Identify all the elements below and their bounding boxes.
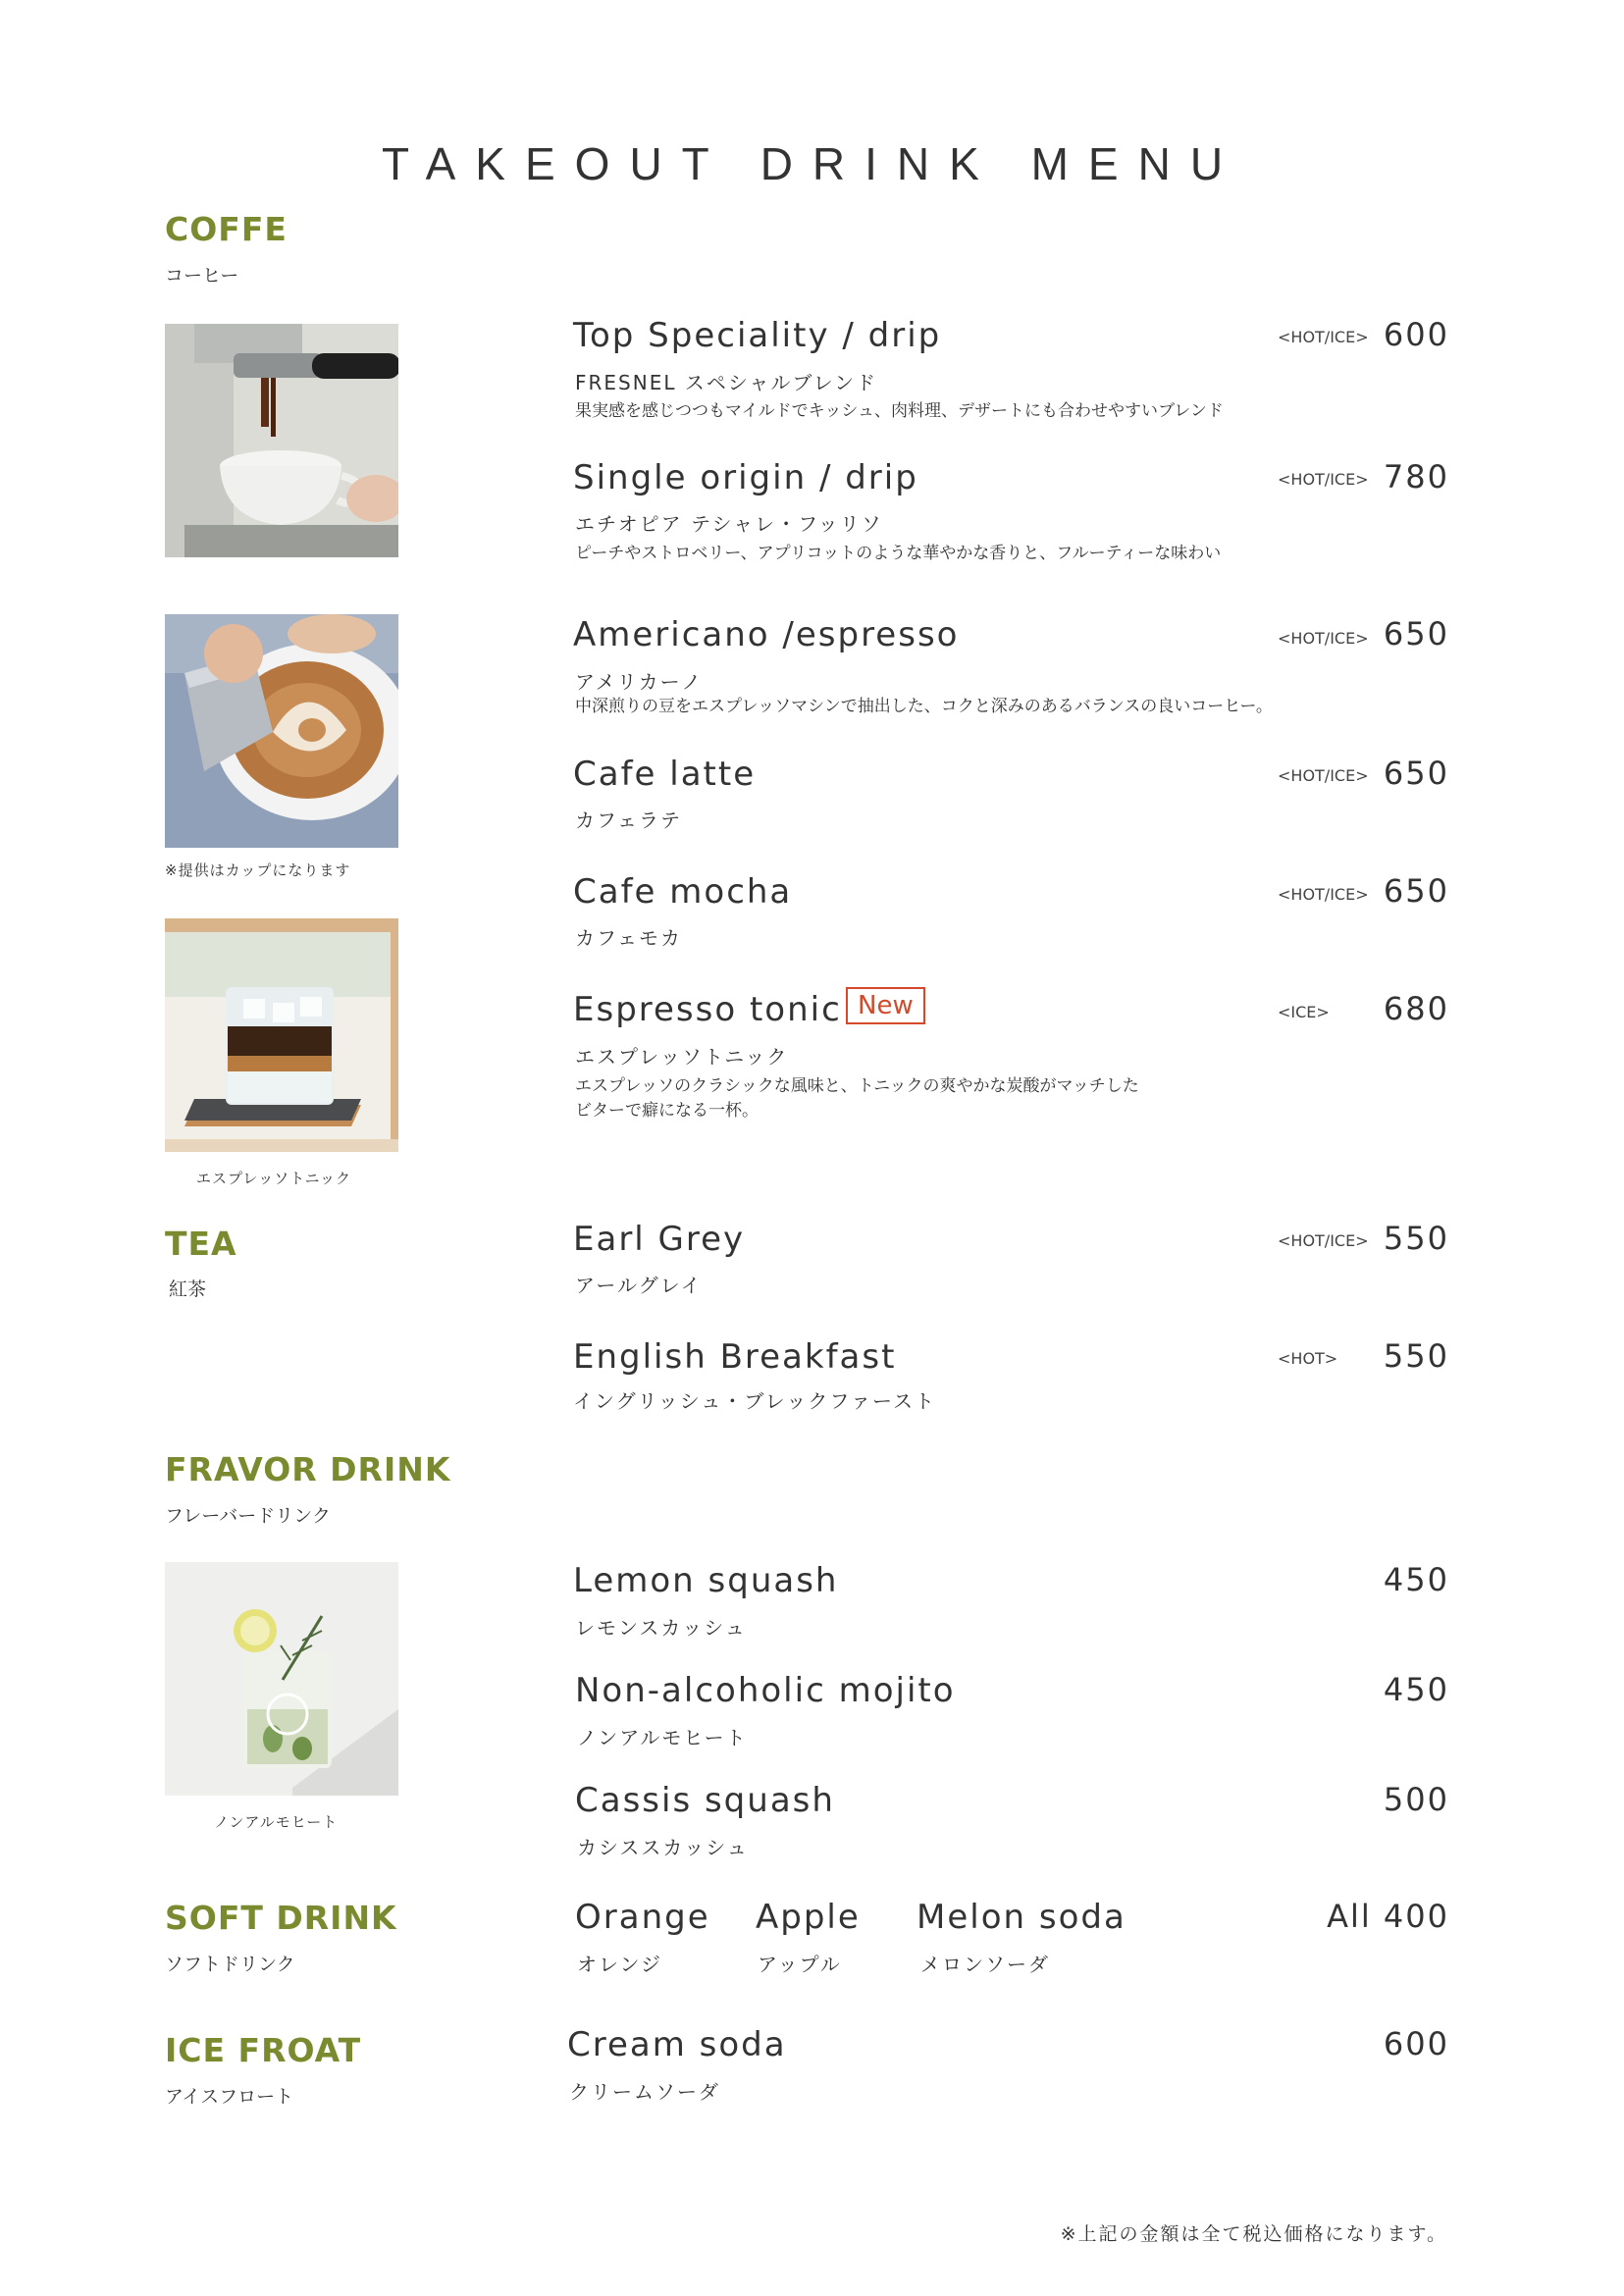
section-title-soft: SOFT DRINK: [165, 1899, 397, 1937]
item-price-cassis-squash: 500: [1383, 1781, 1449, 1818]
item-price-english-breakfast: 550: [1383, 1337, 1449, 1375]
item-sub-espresso-tonic: エスプレッソトニック: [575, 1045, 789, 1069]
item-sub-cream-soda: クリームソーダ: [569, 2080, 720, 2104]
item-price-mojito: 450: [1383, 1671, 1449, 1708]
item-sub-english-breakfast: イングリッシュ・ブレックファースト: [573, 1389, 936, 1413]
item-sub-top-speciality: FRESNEL スペシャルブレンド: [575, 371, 878, 394]
caption-tonic-photo: エスプレッソトニック: [196, 1170, 352, 1187]
new-badge: New: [846, 987, 925, 1024]
item-temp-earl-grey: <HOT/ICE>: [1278, 1231, 1369, 1250]
item-name-cassis-squash: Cassis squash: [575, 1781, 835, 1820]
item-sub-cassis-squash: カシススカッシュ: [577, 1836, 749, 1859]
section-title-coffee: COFFE: [165, 210, 288, 248]
item-name-single-origin: Single origin / drip: [573, 458, 918, 497]
item-desc-espresso-tonic-2: ビターで癖になる一杯。: [575, 1101, 759, 1121]
item-name-mojito: Non-alcoholic mojito: [575, 1671, 956, 1710]
item-name-cafe-latte: Cafe latte: [573, 755, 757, 794]
tax-note: ※上記の金額は全て税込価格になります。: [1060, 2223, 1447, 2245]
item-sub-lemon-squash: レモンスカッシュ: [575, 1616, 747, 1640]
item-temp-cafe-latte: <HOT/ICE>: [1278, 766, 1369, 785]
section-subtitle-coffee: コーヒー: [165, 265, 239, 287]
item-sub-single-origin: エチオピア テシャレ・フッリソ: [575, 512, 883, 536]
item-name-cream-soda: Cream soda: [567, 2025, 787, 2064]
item-desc-top-speciality: 果実感を感じつつもマイルドでキッシュ、肉料理、デザートにも合わせやすいブレンド: [575, 401, 1224, 421]
item-desc-americano: 中深煎りの豆をエスプレッソマシンで抽出した、コクと深みのあるバランスの良いコーヒー。: [575, 697, 1273, 716]
item-temp-english-breakfast: <HOT>: [1278, 1349, 1338, 1368]
section-subtitle-flavor: フレーバードリンク: [165, 1505, 331, 1527]
item-price-cafe-mocha: 650: [1383, 872, 1449, 910]
item-temp-espresso-tonic: <ICE>: [1278, 1003, 1330, 1021]
item-sub-earl-grey: アールグレイ: [575, 1274, 703, 1297]
item-price-top-speciality: 600: [1383, 316, 1449, 353]
item-name-earl-grey: Earl Grey: [573, 1220, 746, 1259]
item-name-espresso-tonic: Espresso tonic: [573, 990, 842, 1029]
item-name-top-speciality: Top Speciality / drip: [573, 316, 942, 355]
item-temp-top-speciality: <HOT/ICE>: [1278, 328, 1369, 346]
espresso-pour-photo: [165, 324, 398, 557]
item-price-espresso-tonic: 680: [1383, 990, 1449, 1027]
item-price-earl-grey: 550: [1383, 1220, 1449, 1257]
item-temp-single-origin: <HOT/ICE>: [1278, 470, 1369, 489]
item-sub-orange: オレンジ: [577, 1953, 662, 1976]
item-name-cafe-mocha: Cafe mocha: [573, 872, 793, 912]
item-name-english-breakfast: English Breakfast: [573, 1337, 897, 1377]
item-price-soft-drink: All 400: [1327, 1898, 1449, 1935]
item-temp-americano: <HOT/ICE>: [1278, 629, 1369, 648]
espresso-tonic-photo: [165, 918, 398, 1152]
item-price-lemon-squash: 450: [1383, 1561, 1449, 1598]
caption-mojito-photo: ノンアルモヒート: [214, 1813, 339, 1831]
item-sub-mojito: ノンアルモヒート: [577, 1726, 748, 1749]
item-name-lemon-squash: Lemon squash: [573, 1561, 839, 1600]
section-title-tea: TEA: [165, 1225, 237, 1263]
item-sub-cafe-latte: カフェラテ: [575, 809, 682, 832]
section-title-flavor: FRAVOR DRINK: [165, 1450, 451, 1488]
item-temp-cafe-mocha: <HOT/ICE>: [1278, 885, 1369, 904]
section-title-float: ICE FROAT: [165, 2031, 362, 2069]
page-title: TAKEOUT DRINK MENU: [381, 138, 1243, 189]
item-name-americano: Americano /espresso: [573, 615, 960, 654]
item-sub-melon-soda: メロンソーダ: [920, 1953, 1050, 1976]
item-name-apple: Apple: [756, 1898, 861, 1937]
item-desc-espresso-tonic-1: エスプレッソのクラシックな風味と、トニックの爽やかな炭酸がマッチした: [575, 1076, 1139, 1096]
caption-latte-photo: ※提供はカップになります: [165, 861, 351, 879]
item-price-americano: 650: [1383, 615, 1449, 652]
item-desc-single-origin: ピーチやストロベリー、アプリコットのような華やかな香りと、フルーティーな味わい: [575, 544, 1222, 563]
section-subtitle-tea: 紅茶: [169, 1278, 207, 1300]
section-subtitle-float: アイスフロート: [165, 2086, 294, 2108]
item-sub-cafe-mocha: カフェモカ: [575, 926, 682, 950]
item-sub-apple: アップル: [758, 1953, 842, 1976]
item-price-cream-soda: 600: [1383, 2025, 1449, 2062]
item-price-single-origin: 780: [1383, 458, 1449, 496]
item-name-melon-soda: Melon soda: [917, 1898, 1126, 1937]
item-price-cafe-latte: 650: [1383, 755, 1449, 792]
item-sub-americano: アメリカーノ: [575, 670, 704, 694]
mojito-photo: [165, 1562, 398, 1796]
section-subtitle-soft: ソフトドリンク: [165, 1954, 295, 1975]
latte-art-photo: [165, 614, 398, 848]
item-name-orange: Orange: [575, 1898, 710, 1937]
